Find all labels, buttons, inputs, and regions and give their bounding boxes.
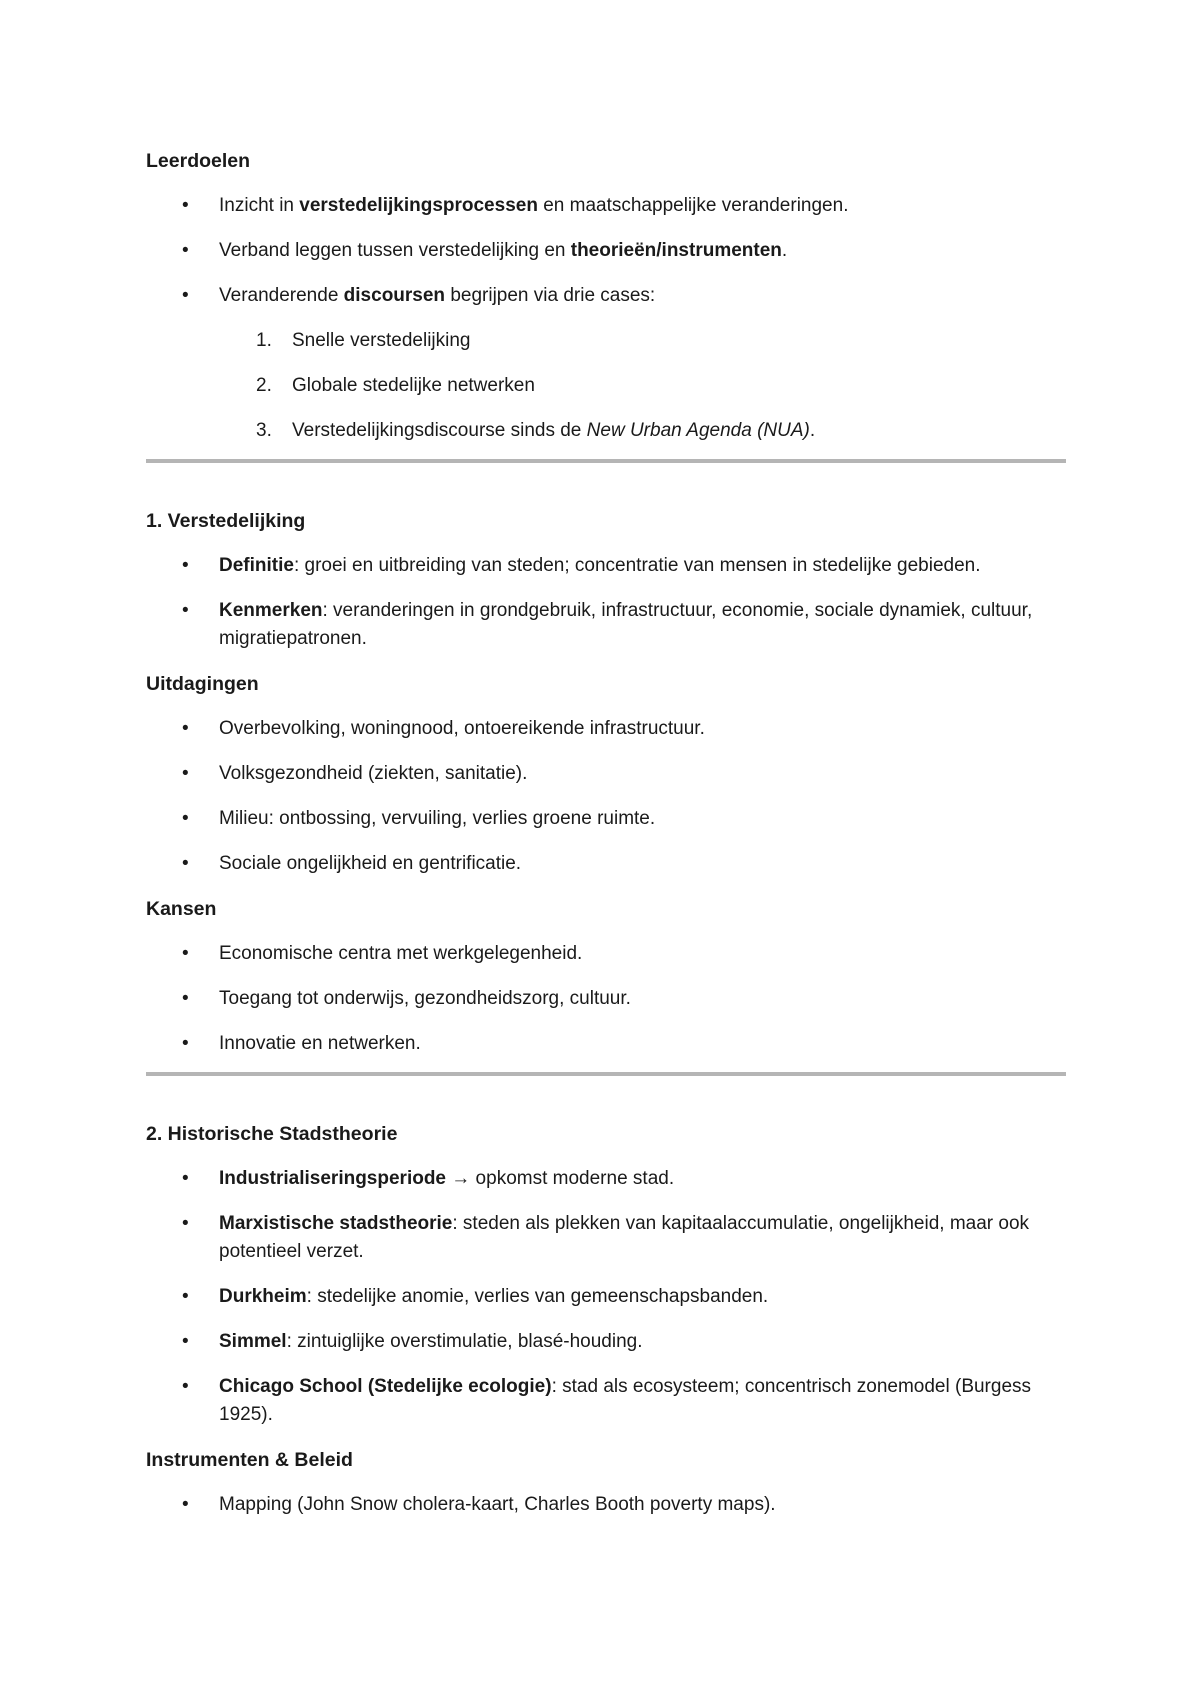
list-item: • Simmel: zintuiglijke overstimulatie, blasé-houding.: [146, 1328, 1066, 1356]
list-item: • Sociale ongelijkheid en gentrificatie.: [146, 850, 1066, 878]
list-item: • Marxistische stadstheorie: steden als plekken van kapitaalaccumulatie, ongelijkheid, maar ook potentieel verzet.: [146, 1210, 1066, 1266]
numbered-item: 1. Snelle verstedelijking: [256, 330, 471, 351]
verstedelijking-list: [146, 552, 1066, 653]
horizontal-rule: [146, 1072, 1066, 1076]
heading-verstedelijking: 1. Verstedelijking: [146, 510, 306, 532]
list-item: • Industrialiseringsperiode → opkomst moderne stad.: [146, 1165, 1066, 1193]
heading-uitdagingen: Uitdagingen: [146, 673, 259, 695]
cases-list: [146, 327, 1066, 445]
instrumenten-list: [146, 1491, 1066, 1519]
kansen-list: [146, 940, 1066, 1058]
horizontal-rule: [146, 459, 1066, 463]
list-item: • Milieu: ontbossing, vervuiling, verlies groene ruimte.: [146, 805, 1066, 833]
list-item: • Veranderende discoursen begrijpen via drie cases:: [146, 282, 1066, 310]
numbered-item: 3. Verstedelijkingsdiscourse sinds de New Urban Agenda (NUA).: [256, 420, 816, 441]
list-item: • Inzicht in verstedelijkingsprocessen en maatschappelijke veranderingen.: [146, 192, 1066, 220]
heading-leerdoelen: Leerdoelen: [146, 150, 251, 172]
heading-instrumenten: Instrumenten & Beleid: [146, 1449, 353, 1471]
document-content: [146, 147, 1066, 1519]
list-item: • Volksgezondheid (ziekten, sanitatie).: [146, 760, 1066, 788]
list-item: • Definitie: groei en uitbreiding van steden; concentratie van mensen in stedelijke gebieden.: [146, 552, 1066, 580]
list-item: • Economische centra met werkgelegenheid.: [146, 940, 1066, 968]
list-item: • Chicago School (Stedelijke ecologie): stad als ecosysteem; concentrisch zonemodel (Burgess 1925).: [146, 1373, 1066, 1429]
numbered-item: 2. Globale stedelijke netwerken: [256, 375, 535, 396]
list-item: • Verband leggen tussen verstedelijking en theorieën/instrumenten.: [146, 237, 1066, 265]
leerdoelen-list: [146, 192, 1066, 310]
uitdagingen-list: [146, 715, 1066, 878]
heading-historisch: 2. Historische Stadstheorie: [146, 1123, 398, 1145]
list-item: • Toegang tot onderwijs, gezondheidszorg, cultuur.: [146, 985, 1066, 1013]
list-item: • Durkheim: stedelijke anomie, verlies van gemeenschapsbanden.: [146, 1283, 1066, 1311]
list-item: • Mapping (John Snow cholera-kaart, Charles Booth poverty maps).: [146, 1491, 1066, 1519]
historisch-list: [146, 1165, 1066, 1429]
list-item: • Kenmerken: veranderingen in grondgebruik, infrastructuur, economie, sociale dynamiek, cultuur, migratiepatronen.: [146, 597, 1066, 653]
heading-kansen: Kansen: [146, 898, 217, 920]
list-item: • Overbevolking, woningnood, ontoereikende infrastructuur.: [146, 715, 1066, 743]
list-item: • Innovatie en netwerken.: [146, 1030, 1066, 1058]
